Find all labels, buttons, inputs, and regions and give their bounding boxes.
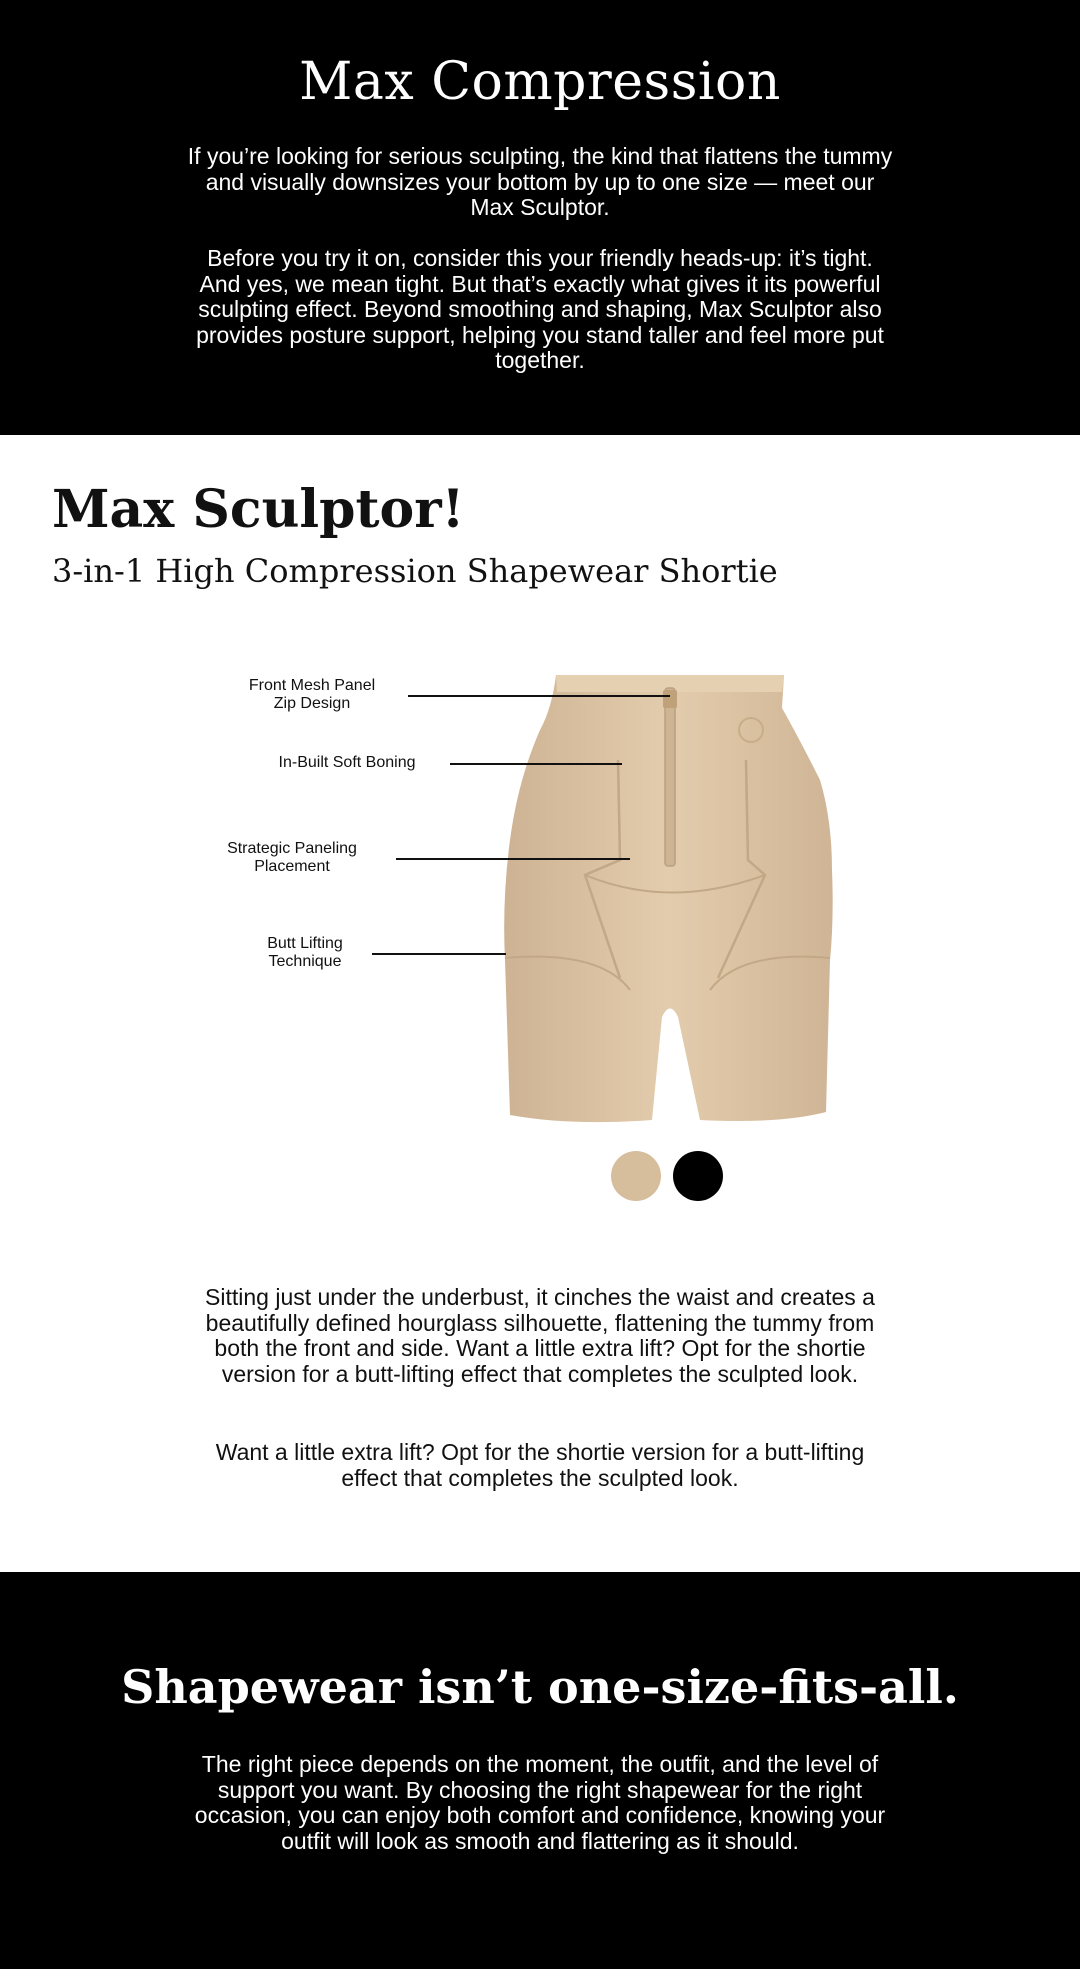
callout-butt-lifting: Butt Lifting Technique	[267, 935, 343, 970]
shapewear-shortie-image	[200, 660, 860, 1130]
callout-line-butt	[372, 953, 506, 955]
product-figure	[200, 660, 860, 1130]
black-color-swatch[interactable]	[673, 1151, 723, 1201]
hero-section	[0, 0, 1080, 435]
callout-line-paneling	[396, 858, 630, 860]
description-paragraph-2: Want a little extra lift? Opt for the shortie version for a butt-lifting effect that completes the sculpted look.	[215, 1439, 865, 1491]
beige-color-swatch[interactable]	[611, 1151, 661, 1201]
zip-pull	[663, 690, 677, 708]
product-subtitle: 3-in-1 High Compression Shapewear Shortie	[52, 552, 778, 590]
footer-paragraph: The right piece depends on the moment, the outfit, and the level of support you want. By choosing the right shapewear for the right occasion, you can enjoy both comfort and confidence, knowing your outfit will look as smooth and flattering as it should.	[194, 1751, 886, 1854]
callout-boning: In-Built Soft Boning	[278, 754, 416, 771]
description-paragraph-1: Sitting just under the underbust, it cinches the waist and creates a beautifully defined hourglass silhouette, flattening the tummy from both the front and side. Want a little extra lift? Opt for the shortie version for a butt-lifting effect that completes the sculpted look.	[205, 1284, 875, 1387]
footer-section	[0, 1572, 1080, 1969]
product-title: Max Sculptor!	[52, 479, 465, 540]
hero-paragraph-2: Before you try it on, consider this your friendly heads-up: it’s tight. And yes, we mean tight. But that’s exactly what gives it its powerful sculpting effect. Beyond smoothing and shaping, Max Sculptor also provides posture support, helping you stand taller and feel more put together.	[196, 245, 884, 373]
callout-line-zip	[408, 695, 670, 697]
callout-paneling: Strategic Paneling Placement	[227, 840, 357, 875]
hero-title: Max Compression	[299, 52, 781, 112]
callout-zip-design: Front Mesh Panel Zip Design	[248, 677, 376, 712]
callout-line-boning	[450, 763, 622, 765]
garment-zip	[665, 688, 675, 866]
footer-title: Shapewear isn’t one-size-fits-all.	[121, 1660, 959, 1714]
hero-paragraph-1: If you’re looking for serious sculpting, the kind that flattens the tummy and visually downsizes your bottom by up to one size — meet our Max Sculptor.	[187, 143, 893, 220]
